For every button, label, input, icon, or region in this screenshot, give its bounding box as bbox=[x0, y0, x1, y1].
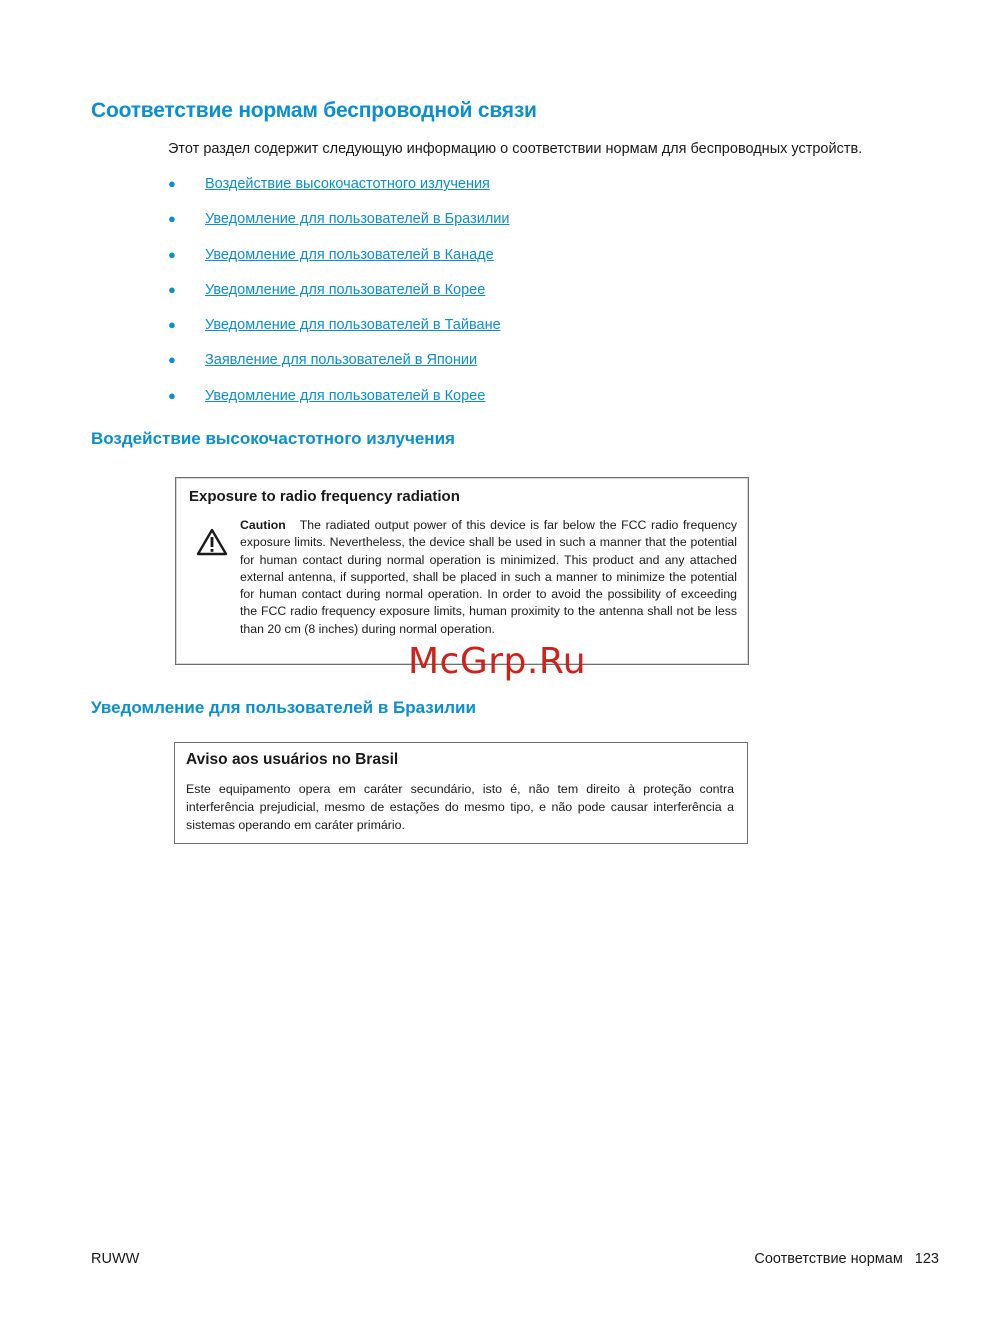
rf-section-heading: Воздействие высокочастотного излучения bbox=[91, 429, 455, 448]
caution-label: Caution bbox=[240, 518, 286, 532]
link-list bbox=[168, 173, 510, 420]
list-item bbox=[168, 173, 510, 208]
bullet-icon: ● bbox=[168, 317, 176, 333]
footer-locale: RUWW bbox=[91, 1251, 140, 1267]
brazil-notice-box bbox=[174, 742, 748, 844]
footer-section-label: Соответствие нормам bbox=[754, 1251, 903, 1267]
list-item bbox=[168, 244, 510, 279]
intro-paragraph: Этот раздел содержит следующую информацию о соответствии нормам для беспроводных устройств. bbox=[168, 141, 863, 157]
brazil-section-heading: Уведомление для пользователей в Бразилии bbox=[91, 698, 476, 717]
footer-section bbox=[754, 1251, 939, 1267]
list-item bbox=[168, 208, 510, 243]
link-canada[interactable]: Уведомление для пользователей в Канаде bbox=[205, 246, 494, 263]
rf-box-title: Exposure to radio frequency radiation bbox=[189, 488, 460, 505]
link-japan[interactable]: Заявление для пользователей в Японии bbox=[205, 352, 478, 369]
list-item bbox=[168, 279, 510, 314]
list-item bbox=[168, 349, 510, 384]
bullet-icon: ● bbox=[168, 281, 176, 297]
warning-triangle-icon bbox=[196, 528, 228, 556]
brazil-box-title: Aviso aos usuários no Brasil bbox=[186, 751, 399, 768]
bullet-icon: ● bbox=[168, 176, 176, 191]
link-korea-2[interactable]: Уведомление для пользователей в Корее bbox=[205, 387, 486, 404]
list-item bbox=[168, 314, 510, 349]
link-rf-exposure[interactable]: Воздействие высокочастотного излучения bbox=[205, 176, 490, 192]
caution-body: The radiated output power of this device is far below the FCC radio frequency exposure limits. Nevertheless, the device shall be used in such a manner that the potential for human contact during normal operation is minimized. This product and any attached external antenna, if supported, shall be placed in such a manner to minimize the potential for human contact during normal operation. In order to avoid the possibility of exceeding the FCC radio frequency exposure limits, human proximity to the antenna shall not be less than 20 cm (8 inches) during normal operation. bbox=[240, 518, 737, 636]
link-taiwan[interactable]: Уведомление для пользователей в Тайване bbox=[205, 317, 501, 334]
bullet-icon: ● bbox=[168, 352, 176, 368]
brazil-box-text: Este equipamento opera em caráter secundário, isto é, não tem direito à proteção contra interferência prejudicial, mesmo de estações do mesmo tipo, e não pode causar interferência a sistemas operando em caráter primário. bbox=[186, 782, 734, 832]
link-korea[interactable]: Уведомление для пользователей в Корее bbox=[205, 281, 486, 298]
bullet-icon: ● bbox=[168, 211, 176, 227]
rf-exposure-box bbox=[175, 477, 749, 665]
page-number: 123 bbox=[914, 1251, 939, 1267]
page-title: Соответствие нормам беспроводной связи bbox=[91, 99, 537, 122]
caution-paragraph bbox=[240, 517, 737, 638]
link-brazil[interactable]: Уведомление для пользователей в Бразилии bbox=[205, 211, 510, 228]
list-item bbox=[168, 385, 510, 420]
bullet-icon: ● bbox=[168, 246, 176, 262]
watermark: McGrp.Ru bbox=[408, 641, 587, 682]
bullet-icon: ● bbox=[168, 387, 176, 403]
